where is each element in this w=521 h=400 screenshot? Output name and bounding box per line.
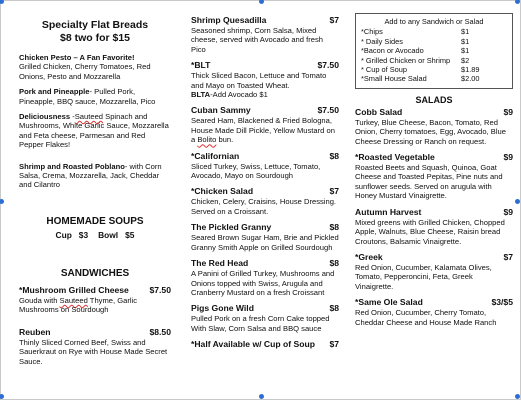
half-note-price: $7 [329,339,339,350]
item-price: $3/$5 [491,297,513,308]
item-desc: Red Onion, Cucumber, Cherry Tomato, Cheddar Cheese and House Made Ranch [355,308,497,327]
item-name: *Mushroom Grilled Cheese [19,284,129,295]
sandwiches-title: SANDWICHES [60,267,130,279]
item-price: $8 [329,258,339,269]
item-blt [191,60,339,99]
flatbreads-price: $8 two for $15 [59,32,131,44]
item-addon [191,90,339,99]
soup-cup-price: Cup $3 [55,229,89,240]
item-price: $7.50 [149,284,171,295]
item-name: The Red Head [191,258,249,269]
item-desc [191,116,339,144]
resize-handle-middle-left[interactable] [0,199,4,204]
blta-desc: -Add Avocado $1 [210,90,268,100]
item-price: $8 [329,222,339,233]
resize-handle-top-right[interactable] [515,0,520,4]
item-desc [19,296,171,315]
flatbread-chicken-pesto [19,53,171,81]
addon-row [361,46,507,55]
salad-same-ole [355,297,513,327]
item-header [191,105,339,116]
addons-box [355,13,513,89]
spellcheck-word[interactable]: Bolito [197,135,217,145]
addon-row [361,27,507,36]
item-pigs-gone-wild [191,303,339,333]
item-desc: A Panini of Grilled Turkey, Mushrooms and Onions topped with Swiss, Arugula and Cranberry Mustard on a fresh Croissant [191,269,335,297]
addon-label: * Daily Sides [361,36,403,46]
salads-title: SALADS [415,94,453,105]
sandwich-reuben [19,327,171,366]
flatbreads-title: Specialty Flat Breads [41,19,149,31]
salad-roasted-vegetable [355,152,513,201]
item-price: $8 [329,150,339,161]
addon-label: *Bacon or Avocado [361,46,424,56]
flatbread-shrimp-poblano [19,162,171,190]
item-desc: Roasted Beets and Squash, Quinoa, Goat Cheese and Toasted Pepitas, Pine nuts and sunflower seeds. Served on arugula with Honey Mustard Vinaigrette. [355,163,503,201]
item-desc: Pulled Pork on a fresh Corn Cake topped With Slaw, Corn Salsa and BBQ sauce [191,314,330,333]
desc-text: Seared Ham, Blackened & Fried Bologna, House Made Dill Pickle, Yellow Mustard on a [191,116,335,145]
salad-greek [355,252,513,291]
soups-prices [19,230,171,240]
item-desc: - Pulled Pork, Pineapple, BBQ sauce, Mozzarella, Pico [19,87,156,106]
addon-row [361,37,507,46]
item-price: $9 [503,106,513,117]
salad-autumn-harvest [355,207,513,246]
addon-price: $1 [461,46,470,56]
item-header [19,327,171,338]
addon-label: *Small House Salad [361,74,427,84]
item-price: $7.50 [317,105,339,116]
item-desc: Thick Sliced Bacon, Lettuce and Tomato and Mayo on Toasted Wheat. [191,71,327,90]
column-right [355,13,513,333]
desc-text: bun. [216,135,234,145]
addon-price: $2.00 [461,74,480,84]
item-name: *Chicken Salad [191,186,254,197]
resize-handle-top-center[interactable] [259,0,264,4]
item-desc: Red Onion, Cucumber, Kalamata Olives, Tomato, Pepperoncini, Feta, Greek Vinaigrette. [355,262,492,291]
item-header [19,285,171,296]
resize-handle-bottom-left[interactable] [0,394,4,399]
item-red-head [191,258,339,297]
item-name: *Californian [191,150,240,161]
addon-row [361,56,507,65]
soup-bowl-price: Bowl $5 [98,229,135,240]
flatbread-deliciousness [19,112,171,150]
half-available-note [191,339,339,350]
item-header [191,258,339,269]
item-name: Pork and Pineapple [19,87,90,97]
item-desc: Seasoned shrimp, Corn Salsa, Mixed cheese, served with Avocado and fresh Pico [191,26,323,54]
item-shrimp-quesadilla [191,15,339,54]
addon-price: $1.89 [461,65,480,75]
item-name: Shrimp Quesadilla [191,15,267,25]
spellcheck-word[interactable]: Sauteed [59,295,88,305]
addon-label: *Chips [361,27,383,37]
item-price: $7 [329,186,339,197]
item-desc: Chicken, Celery, Craisins, House Dressing. Served on a Croissant. [191,197,337,216]
desc-text: Gouda with [19,295,60,305]
soups-title: HOMEMADE SOUPS [46,215,144,227]
addon-price: $1 [461,36,470,46]
item-name: Deliciousness [19,112,71,122]
item-desc: - [70,112,75,122]
item-price: $7 [329,15,339,25]
item-header [355,297,513,308]
item-name-tail: – A Fan Favorite! [71,53,135,62]
addons-title: Add to any Sandwich or Salad [384,17,484,26]
item-price: $8 [329,303,339,314]
item-name: *Same Ole Salad [355,297,423,308]
addon-row [361,74,507,83]
item-cuban-sammy [191,105,339,144]
item-desc: - with Corn Salsa, Crema, Mozzarella, Jack, Cheddar and Cilantro [19,161,162,190]
resize-handle-top-left[interactable] [0,0,4,4]
item-header [191,15,339,26]
addon-row [361,65,507,74]
item-header [355,207,513,218]
resize-handle-bottom-center[interactable] [259,394,264,399]
item-desc: Thinly Sliced Corned Beef, Swiss and Sauerkraut on Rye with House Made Secret Sauce. [19,337,168,366]
item-header [191,222,339,233]
item-name: Chicken Pesto [19,53,72,62]
item-name: The Pickled Granny [191,222,272,233]
item-price: $7 [503,251,513,262]
item-header [355,107,513,118]
addon-price: $1 [461,27,470,37]
spellcheck-word[interactable]: Sauteed [74,112,104,122]
item-name: Reuben [19,326,51,337]
item-name: Autumn Harvest [355,206,422,217]
blta-label: BLTA [191,90,211,100]
flatbread-pork-pineapple [19,87,171,106]
sandwich-mushroom-grilled-cheese [19,285,171,315]
item-pickled-granny [191,222,339,252]
item-desc: Spinach and Mushrooms, White Garlic Sauce, Mozzarella and Feta cheese, Parmesan and Red Pepper Flakes! [19,112,169,150]
item-header [355,252,513,263]
item-price: $7.50 [317,60,339,71]
resize-handle-bottom-right[interactable] [515,394,520,399]
desc-text: Thyme, Garlic Mushrooms on Sourdough [19,295,138,315]
item-price: $9 [503,152,513,163]
item-name: *BLT [191,60,211,71]
item-name: *Roasted Vegetable [355,152,435,163]
item-header [191,186,339,197]
item-header [355,152,513,163]
item-name: Shrimp and Roasted Poblano [19,161,125,171]
item-desc: Grilled Chicken, Cherry Tomatoes, Red Onions, Pesto and Mozzarella [19,62,151,81]
item-name: Cuban Sammy [191,105,251,116]
item-name: Cobb Salad [355,106,403,117]
item-header [191,303,339,314]
item-name: Pigs Gone Wild [191,303,254,314]
item-chicken-salad [191,186,339,216]
addon-price: $2 [461,55,470,65]
column-middle [191,15,339,350]
resize-handle-middle-right[interactable] [515,199,520,204]
item-header [191,151,339,162]
salad-cobb [355,107,513,146]
item-price: $9 [503,206,513,217]
column-left [19,19,171,372]
addon-label: * Cup of Soup [361,65,408,75]
half-note-text: *Half Available w/ Cup of Soup [191,339,315,350]
item-desc: Seared Brown Sugar Ham, Brie and Pickled Granny Smith Apple on Grilled Sourdough [191,233,339,252]
item-desc: Sliced Turkey, Swiss, Lettuce, Tomato, Avocado, Mayo on Sourdough [191,161,321,181]
item-californian [191,151,339,181]
item-price: $8.50 [149,326,171,337]
item-header [191,60,339,71]
addon-label: * Grilled Chicken or Shrimp [361,55,451,65]
item-desc: Turkey, Blue Cheese, Bacon, Tomato, Red Onion, Cherry tomatoes, Egg, Avocado, Blue Cheese Dressing or Ranch on request. [355,117,506,146]
item-name: *Greek [355,251,383,262]
item-desc: Mixed greens with Grilled Chicken, Chopped Apple, Walnuts, Blue Cheese, Raisin bread Croutons, Balsamic Vinaigrette. [355,217,505,246]
